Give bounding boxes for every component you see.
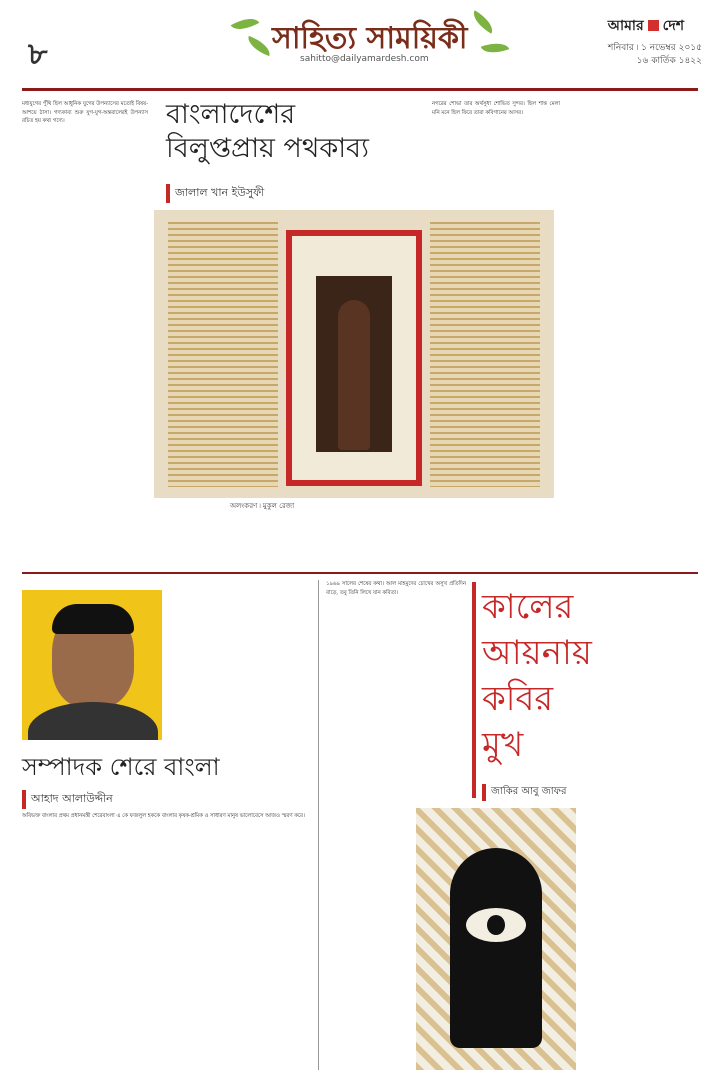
sher-e-bangla-portrait (22, 590, 162, 740)
logo-square-icon (648, 20, 659, 31)
article-2-body (22, 812, 312, 1070)
article-3-byline: জাকির আবু জাফর (482, 784, 566, 801)
article-1-byline: জালাল খান ইউসুফী (166, 184, 264, 203)
manuscript-page-left (168, 222, 278, 487)
leaf-icon (245, 36, 274, 56)
article-3-text: ১৯৬৯ সালের শেষের কথা। আল মাহমুদের চোখের অসুখ প্রতিদিন বাড়ে, তবু তিনি লিখে যান কবিতা। (326, 581, 466, 596)
section-email: sahitto@dailyamardesh.com (300, 54, 429, 64)
article-1-body-right (432, 100, 560, 200)
paper-name-left: আমার (607, 18, 644, 34)
article-1-headline (166, 98, 456, 166)
leaf-icon (469, 10, 498, 33)
leaf-icon (481, 38, 510, 58)
article-3-headline-bar (472, 582, 476, 798)
section-title: সাহিত্য সাময়িকী (272, 21, 468, 56)
article-3-illustration (416, 808, 576, 1070)
article-1-headline-line1: বাংলাদেশের (166, 99, 296, 130)
article-1-text-right: নগরের শোভা তার অর্থসুধা শোভিত সুন্দর। ছিল শান্ত মেলা মনি মনে ছিল ফিরে তারা কবিগানের আসর। (432, 101, 560, 116)
page-number: ৮ (28, 37, 48, 72)
date-bangla: ১৬ কার্তিক ১৪২২ (636, 56, 702, 66)
section-divider (22, 572, 698, 574)
masthead (0, 0, 720, 88)
manuscript-page-right (430, 222, 540, 487)
date-line (608, 42, 702, 68)
door-frame (286, 230, 422, 486)
article-3-headline-line3: কবির (482, 679, 554, 719)
column-divider (318, 580, 319, 1070)
article-2-text: অবিভক্ত বাংলার প্রথম প্রধানমন্ত্রী শেরেবাংলা এ কে ফজলুল হককে বাংলার কৃষক-শ্রমিক ও সাধারণ মানুষ ভালোবেসে আজও স্মরণ করে। (22, 813, 305, 819)
portrait-hair (52, 604, 134, 634)
silhouette-figure (338, 300, 370, 450)
hand-icon (450, 848, 542, 1048)
leaf-icon (231, 12, 260, 35)
article-3-headline-line1: কালের (482, 587, 574, 627)
article-3-headline-line2: আয়নায় (482, 633, 592, 673)
article-1-body-right-column (566, 100, 698, 565)
article-3-body-right (584, 580, 700, 1070)
paper-name (608, 14, 684, 38)
article-1-body-left (22, 100, 148, 565)
pupil-icon (487, 915, 505, 935)
article-1-illustration (154, 210, 554, 498)
paper-name-right: দেশ (662, 18, 684, 34)
article-1-text-left: মধ্যযুগের পুঁথি ছিল আধুনিক যুগের উপন্যাসের মতোই বিষয়-আশয়ে ঠাসা। গদ্যকাব্য শুরু যুগ-যুগ-অন্তরালেরই উপন্যাস রচিত হয় কথ্য গদ্যে। (22, 101, 148, 124)
masthead-rule (22, 88, 698, 91)
article-1-caption: অলংকরণ ৷ মুকুল রেজা (230, 502, 295, 510)
date-gregorian: শনিবার ৷ ১ নভেম্বর ২০১৫ (608, 43, 702, 53)
article-2-byline: আহাদ আলাউদ্দীন (22, 790, 113, 809)
article-2-headline: সম্পাদক শেরে বাংলা (22, 753, 220, 781)
portrait-body (28, 702, 158, 740)
article-3-headline-line4: মুখ (482, 725, 524, 765)
article-1-headline-line2: বিলুপ্তপ্রায় পথকাব্য (166, 133, 369, 164)
